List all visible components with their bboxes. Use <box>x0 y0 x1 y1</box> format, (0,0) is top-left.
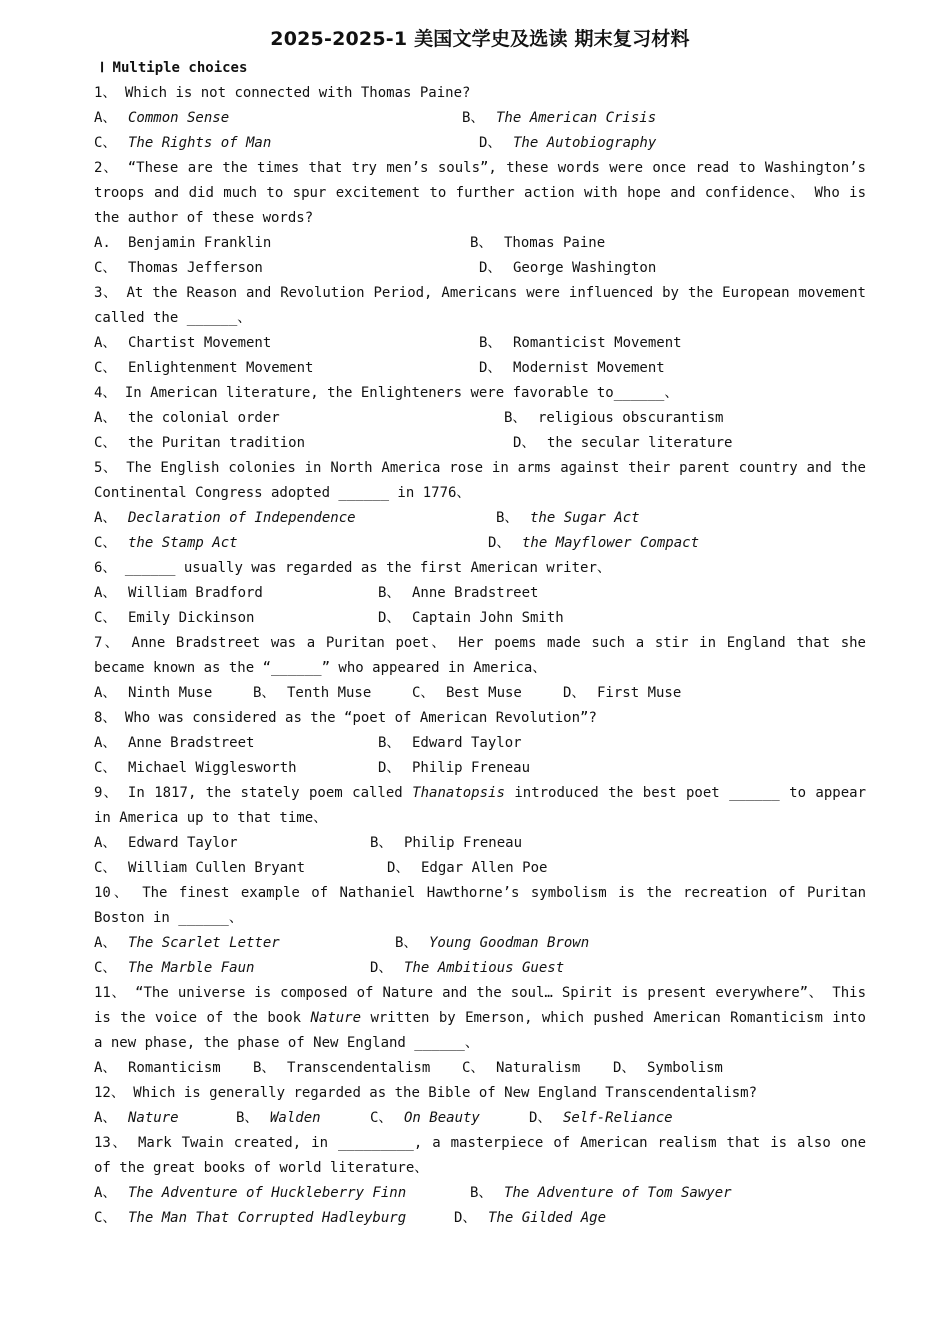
option-row <box>94 931 866 956</box>
question-5 <box>94 456 866 506</box>
option-a: A、 Romanticism <box>94 1060 221 1076</box>
option-c: C、 The Man That Corrupted Hadleyburg <box>94 1210 407 1226</box>
option-a: A、 Nature <box>94 1110 179 1126</box>
option-row <box>94 406 866 431</box>
option-c: C、 Naturalism <box>462 1060 581 1076</box>
option-d: D、 George Washington <box>479 260 657 276</box>
question-number: 8、 <box>94 710 117 726</box>
question-text: Which is generally regarded as the Bible of New England Transcendentalism? <box>133 1085 758 1101</box>
option-row <box>94 831 866 856</box>
question-number: 1、 <box>94 85 117 101</box>
option-row <box>94 431 866 456</box>
option-b: B、 Anne Bradstreet <box>378 585 539 601</box>
option-row <box>94 131 866 156</box>
option-row <box>94 1181 866 1206</box>
option-b: B、 the Sugar Act <box>496 510 640 526</box>
option-a: A、 Common Sense <box>94 110 230 126</box>
option-row <box>94 331 866 356</box>
question-6 <box>94 556 866 581</box>
option-b: B、 Philip Freneau <box>370 835 523 851</box>
section-heading: Ⅰ Multiple choices <box>100 60 248 76</box>
option-c: C、 Michael Wigglesworth <box>94 760 297 776</box>
question-number: 10、 <box>94 885 131 901</box>
question-number: 7、 <box>94 635 121 651</box>
option-a: A、 Ninth Muse <box>94 685 213 701</box>
question-1 <box>94 81 866 106</box>
option-c: C、 Thomas Jefferson <box>94 260 263 276</box>
option-d: D、 the secular literature <box>513 435 733 451</box>
question-text: At the Reason and Revolution Period, Americans were influenced by the European movement called the ______、 <box>94 285 866 326</box>
question-text: In 1817, the stately poem called <box>127 785 403 801</box>
option-d: D、 The Gilded Age <box>454 1210 607 1226</box>
question-text: Mark Twain created, in _________, a masterpiece of American realism that is also one of the great books of world literature、 <box>94 1135 867 1176</box>
option-row <box>94 1056 866 1081</box>
option-row <box>94 1206 866 1231</box>
question-text: Which is not connected with Thomas Paine? <box>124 85 471 101</box>
question-text: “The universe is composed of Nature and the soul… Spirit is present everywhere”、 This is the voice of the book <box>94 985 866 1026</box>
question-number: 11、 <box>94 985 127 1001</box>
document-page <box>94 22 866 1231</box>
option-row <box>94 956 866 981</box>
option-d: D、 Philip Freneau <box>378 760 531 776</box>
question-number: 6、 <box>94 560 117 576</box>
option-c: C、 the Puritan tradition <box>94 435 306 451</box>
question-text: The finest example of Nathaniel Hawthorne’s symbolism is the recreation of Puritan Boston in ______、 <box>94 885 867 926</box>
option-row <box>94 856 866 881</box>
option-row <box>94 356 866 381</box>
question-text-continued: written by Emerson, which pushed American Romanticism into a new phase, the phase of New England ______、 <box>94 1010 866 1051</box>
option-d: D、 First Muse <box>563 685 682 701</box>
option-c: C、 Emily Dickinson <box>94 610 255 626</box>
option-b: B、 Romanticist Movement <box>479 335 682 351</box>
option-row <box>94 581 866 606</box>
option-d: D、 Self-Reliance <box>529 1110 673 1126</box>
option-b: B、 religious obscurantism <box>504 410 724 426</box>
option-row <box>94 681 866 706</box>
option-d: D、 the Mayflower Compact <box>488 535 700 551</box>
option-d: D、 Symbolism <box>613 1060 723 1076</box>
question-number: 2、 <box>94 160 119 176</box>
question-text: In American literature, the Enlighteners were favorable to______、 <box>124 385 679 401</box>
option-d: D、 Edgar Allen Poe <box>387 860 548 876</box>
option-row <box>94 106 866 131</box>
option-row <box>94 1106 866 1131</box>
option-a: A、 Declaration of Independence <box>94 510 356 526</box>
option-a: A、 Chartist Movement <box>94 335 272 351</box>
question-text-continued: introduced the best poet ______ to appear in America up to that time、 <box>94 785 867 826</box>
option-row <box>94 731 866 756</box>
option-a: A、 William Bradford <box>94 585 263 601</box>
question-text: “These are the times that try men’s souls”, these words were once read to Washington’s troops and did much to spur excitement to further action with hope and confidence、 Who is the author of these words? <box>94 160 866 226</box>
question-number: 5、 <box>94 460 118 476</box>
question-number: 13、 <box>94 1135 128 1151</box>
option-c: C、 the Stamp Act <box>94 535 238 551</box>
question-number: 3、 <box>94 285 118 301</box>
option-c: C、 Best Muse <box>412 685 522 701</box>
option-a: A、 the colonial order <box>94 410 280 426</box>
question-8 <box>94 706 866 731</box>
option-b: B、 The American Crisis <box>462 110 657 126</box>
option-c: C、 Enlightenment Movement <box>94 360 314 376</box>
option-d: D、 Captain John Smith <box>378 610 564 626</box>
question-2 <box>94 156 866 231</box>
option-a: A、 Anne Bradstreet <box>94 735 255 751</box>
option-a: A. Benjamin Franklin <box>94 235 272 251</box>
question-11 <box>94 981 866 1056</box>
option-c: C、 The Marble Faun <box>94 960 255 976</box>
option-row <box>94 506 866 531</box>
question-text: The English colonies in North America rose in arms against their parent country and the Continental Congress adopted ______ in 1776、 <box>94 460 866 501</box>
option-c: C、 William Cullen Bryant <box>94 860 306 876</box>
question-9 <box>94 781 866 831</box>
option-b: B、 Thomas Paine <box>470 235 606 251</box>
option-row <box>94 256 866 281</box>
option-row <box>94 756 866 781</box>
option-d: D、 The Autobiography <box>479 135 657 151</box>
question-number: 9、 <box>94 785 119 801</box>
question-10 <box>94 881 866 931</box>
option-d: D、 The Ambitious Guest <box>370 960 565 976</box>
option-b: B、 Young Goodman Brown <box>395 935 590 951</box>
question-text: ______ usually was regarded as the first American writer、 <box>124 560 611 576</box>
question-7 <box>94 631 866 681</box>
option-row <box>94 231 866 256</box>
option-b: B、 Walden <box>236 1110 321 1126</box>
question-number: 12、 <box>94 1085 125 1101</box>
option-row <box>94 606 866 631</box>
poem-title: Thanatopsis <box>412 785 505 801</box>
question-text: Who was considered as the “poet of American Revolution”? <box>124 710 597 726</box>
option-c: C、 The Rights of Man <box>94 135 272 151</box>
option-a: A、 The Scarlet Letter <box>94 935 280 951</box>
option-row <box>94 531 866 556</box>
question-number: 4、 <box>94 385 117 401</box>
question-13 <box>94 1131 866 1181</box>
question-12 <box>94 1081 866 1106</box>
option-d: D、 Modernist Movement <box>479 360 665 376</box>
question-text: Anne Bradstreet was a Puritan poet、 Her poems made such a stir in England that she became known as the “______” who appeared in America、 <box>94 635 866 676</box>
option-b: B、 Transcendentalism <box>253 1060 431 1076</box>
page-title: 2025-2025-1 美国文学史及选读 期末复习材料 <box>270 28 690 50</box>
book-title: Nature <box>310 1010 362 1026</box>
question-4 <box>94 381 866 406</box>
option-b: B、 The Adventure of Tom Sawyer <box>470 1185 732 1201</box>
option-b: B、 Edward Taylor <box>378 735 522 751</box>
option-c: C、 On Beauty <box>370 1110 480 1126</box>
option-a: A、 Edward Taylor <box>94 835 238 851</box>
option-b: B、 Tenth Muse <box>253 685 372 701</box>
question-3 <box>94 281 866 331</box>
option-a: A、 The Adventure of Huckleberry Finn <box>94 1185 407 1201</box>
